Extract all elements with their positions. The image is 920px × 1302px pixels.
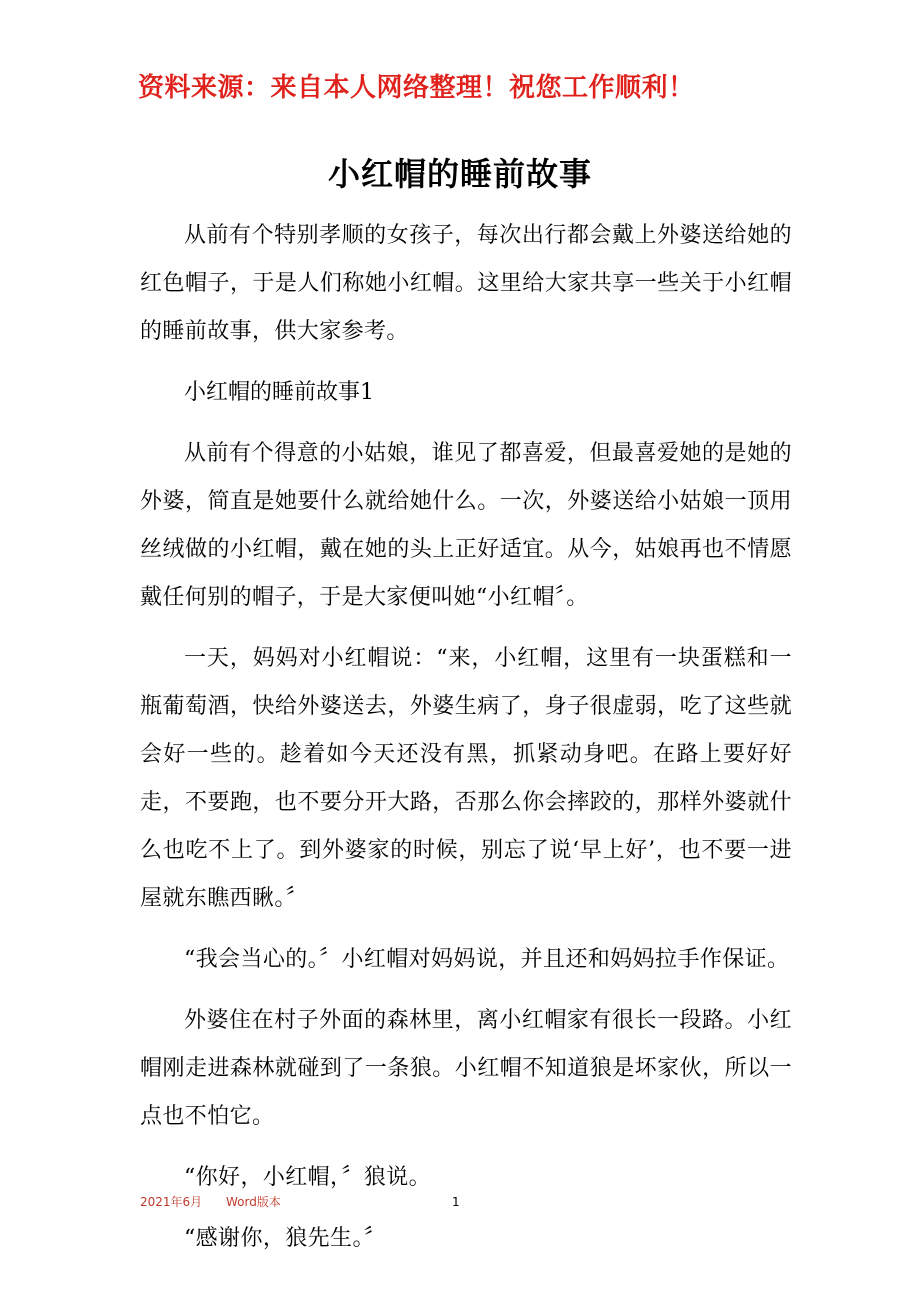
story-paragraph: “感谢你，狼先生。〞 xyxy=(184,1226,387,1251)
section-heading: 小红帽的睡前故事1 xyxy=(184,380,374,405)
story-paragraph: “你好，小红帽，〞狼说。 xyxy=(184,1165,432,1190)
page-footer xyxy=(140,1193,540,1211)
document-body xyxy=(140,212,792,1276)
document-title: 小红帽的睡前故事 xyxy=(327,155,592,193)
source-banner: 资料来源：来自本人网络整理！祝您工作顺利！ xyxy=(138,73,695,103)
story-paragraph: 一天，妈妈对小红帽说：“来，小红帽，这里有一块蛋糕和一瓶葡萄酒，快给外婆送去，外婆生病了，身子很虚弱，吃了这些就会好一些的。趁着如今天还没有黑，抓紧动身吧。在路上要好好走，不要跑，也不要分开大路，否那么你会摔跤的，那样外婆就什么也吃不上了。到外婆家的时候，别忘了说‘早上好’，也不要一进屋就东瞧西瞅。〞 xyxy=(140,646,792,911)
intro-paragraph: 从前有个特别孝顺的女孩子，每次出行都会戴上外婆送给她的红色帽子，于是人们称她小红帽。这里给大家共享一些关于小红帽的睡前故事，供大家参考。 xyxy=(140,223,792,344)
story-paragraph: 从前有个得意的小姑娘，谁见了都喜爱，但最喜爱她的是她的外婆，简直是她要什么就给她什么。一次，外婆送给小姑娘一顶用丝绒做的小红帽，戴在她的头上正好适宜。从今，姑娘再也不情愿戴任何别的帽子，于是大家便叫她“小红帽〞。 xyxy=(140,441,792,610)
footer-date: 2021年6月 xyxy=(140,1195,203,1209)
story-paragraph: 外婆住在村子外面的森林里，离小红帽家有很长一段路。小红帽刚走进森林就碰到了一条狼。小红帽不知道狼是坏家伙，所以一点也不怕它。 xyxy=(140,1008,792,1129)
footer-version: Word版本 xyxy=(226,1195,281,1209)
page-number: 1 xyxy=(452,1195,460,1209)
story-paragraph: “我会当心的。〞小红帽对妈妈说，并且还和妈妈拉手作保证。 xyxy=(184,947,790,972)
